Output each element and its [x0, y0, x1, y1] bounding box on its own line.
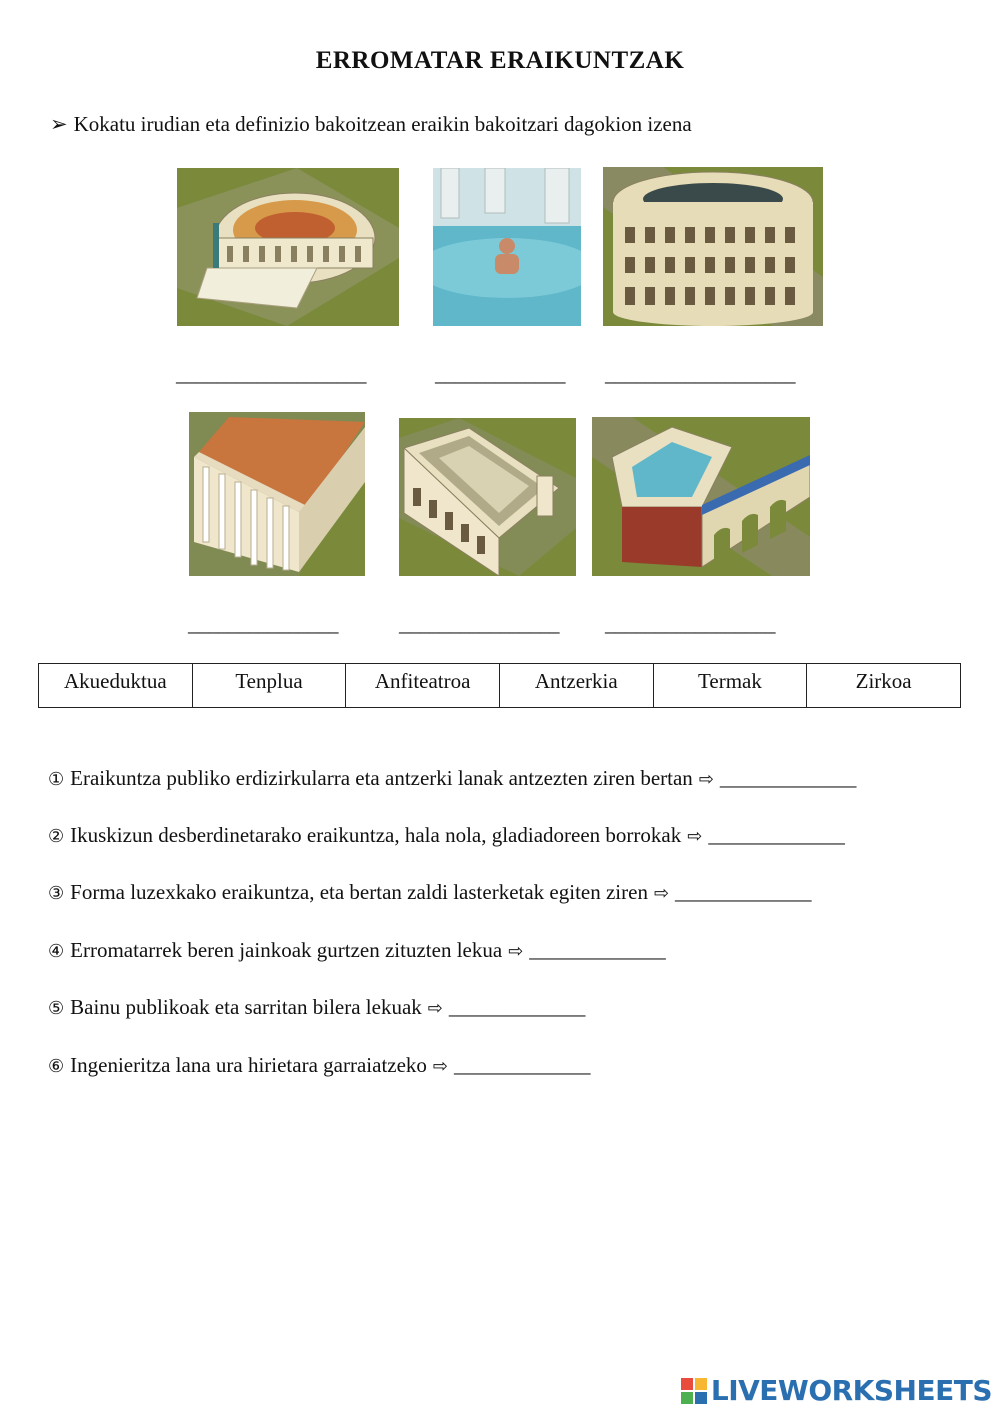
question-number: ④ [48, 941, 65, 962]
question-text: Forma luzexkako eraikuntza, eta bertan zaldi lasterketak egiten ziren [70, 880, 648, 904]
image-theatre [177, 168, 399, 326]
instruction-text: Kokatu irudian eta definizio bakoitzean eraikin bakoitzari dagokion izena [73, 112, 692, 136]
answer-blank[interactable]: _____________ [719, 766, 857, 790]
answer-blank[interactable]: _____________ [675, 880, 812, 904]
answer-blank[interactable]: _____________ [454, 1053, 591, 1077]
word-bank-table [38, 663, 961, 708]
word-bank-item[interactable]: Zirkoa [807, 664, 961, 708]
answer-blank-6[interactable]: _________________ [605, 612, 775, 636]
answer-blank-3[interactable]: ___________________ [605, 362, 795, 386]
answer-blank[interactable]: _____________ [448, 995, 586, 1019]
brand-text: LIVEWORKSHEETS [710, 1374, 992, 1407]
image-temple [189, 412, 365, 576]
question-3 [48, 880, 812, 905]
question-number: ② [48, 826, 65, 847]
question-4 [48, 938, 666, 963]
arrow-right-icon: ⇨ [432, 1056, 449, 1077]
question-text: Eraikuntza publiko erdizirkularra eta antzerki lanak antzezten ziren bertan [70, 766, 693, 790]
word-bank-item[interactable]: Anfiteatroa [346, 664, 500, 708]
arrow-right-icon: ⇨ [653, 883, 670, 904]
question-number: ⑤ [48, 998, 65, 1019]
arrow-right-icon: ⇨ [427, 998, 443, 1019]
question-5 [48, 995, 585, 1020]
word-bank-item[interactable]: Antzerkia [499, 664, 653, 708]
question-2 [48, 823, 845, 848]
page-title: ERROMATAR ERAIKUNTZAK [315, 47, 685, 74]
bullet-arrow-icon: ➢ [50, 112, 68, 136]
question-text: Bainu publikoak eta sarritan bilera lekuak [70, 995, 422, 1019]
answer-blank[interactable]: _____________ [708, 823, 845, 847]
arrow-right-icon: ⇨ [698, 769, 714, 790]
word-bank-item[interactable]: Tenplua [192, 664, 346, 708]
question-number: ⑥ [48, 1056, 65, 1077]
question-text: Ingenieritza lana ura hirietara garraiatzeko [70, 1053, 427, 1077]
image-baths [433, 168, 581, 326]
image-aqueduct [592, 417, 810, 576]
arrow-right-icon: ⇨ [687, 826, 703, 847]
answer-blank-5[interactable]: ________________ [399, 612, 559, 636]
question-1 [48, 766, 856, 791]
answer-blank-2[interactable]: _____________ [435, 362, 565, 386]
answer-blank-1[interactable]: ___________________ [176, 362, 366, 386]
answer-blank[interactable]: _____________ [529, 938, 666, 962]
question-6 [48, 1053, 591, 1078]
answer-blank-4[interactable]: _______________ [188, 612, 338, 636]
question-number: ③ [48, 883, 65, 904]
question-text: Erromatarrek beren jainkoak gurtzen zituzten lekua [70, 938, 503, 962]
image-circus [399, 418, 576, 576]
liveworksheets-logo-icon [681, 1378, 707, 1404]
instruction [50, 112, 692, 137]
arrow-right-icon: ⇨ [508, 941, 524, 962]
image-colosseum [603, 167, 823, 326]
word-bank-item[interactable]: Termak [653, 664, 807, 708]
liveworksheets-brand [681, 1374, 992, 1407]
question-number: ① [48, 769, 65, 790]
question-text: Ikuskizun desberdinetarako eraikuntza, hala nola, gladiadoreen borrokak [70, 823, 682, 847]
word-bank-item[interactable]: Akueduktua [39, 664, 193, 708]
